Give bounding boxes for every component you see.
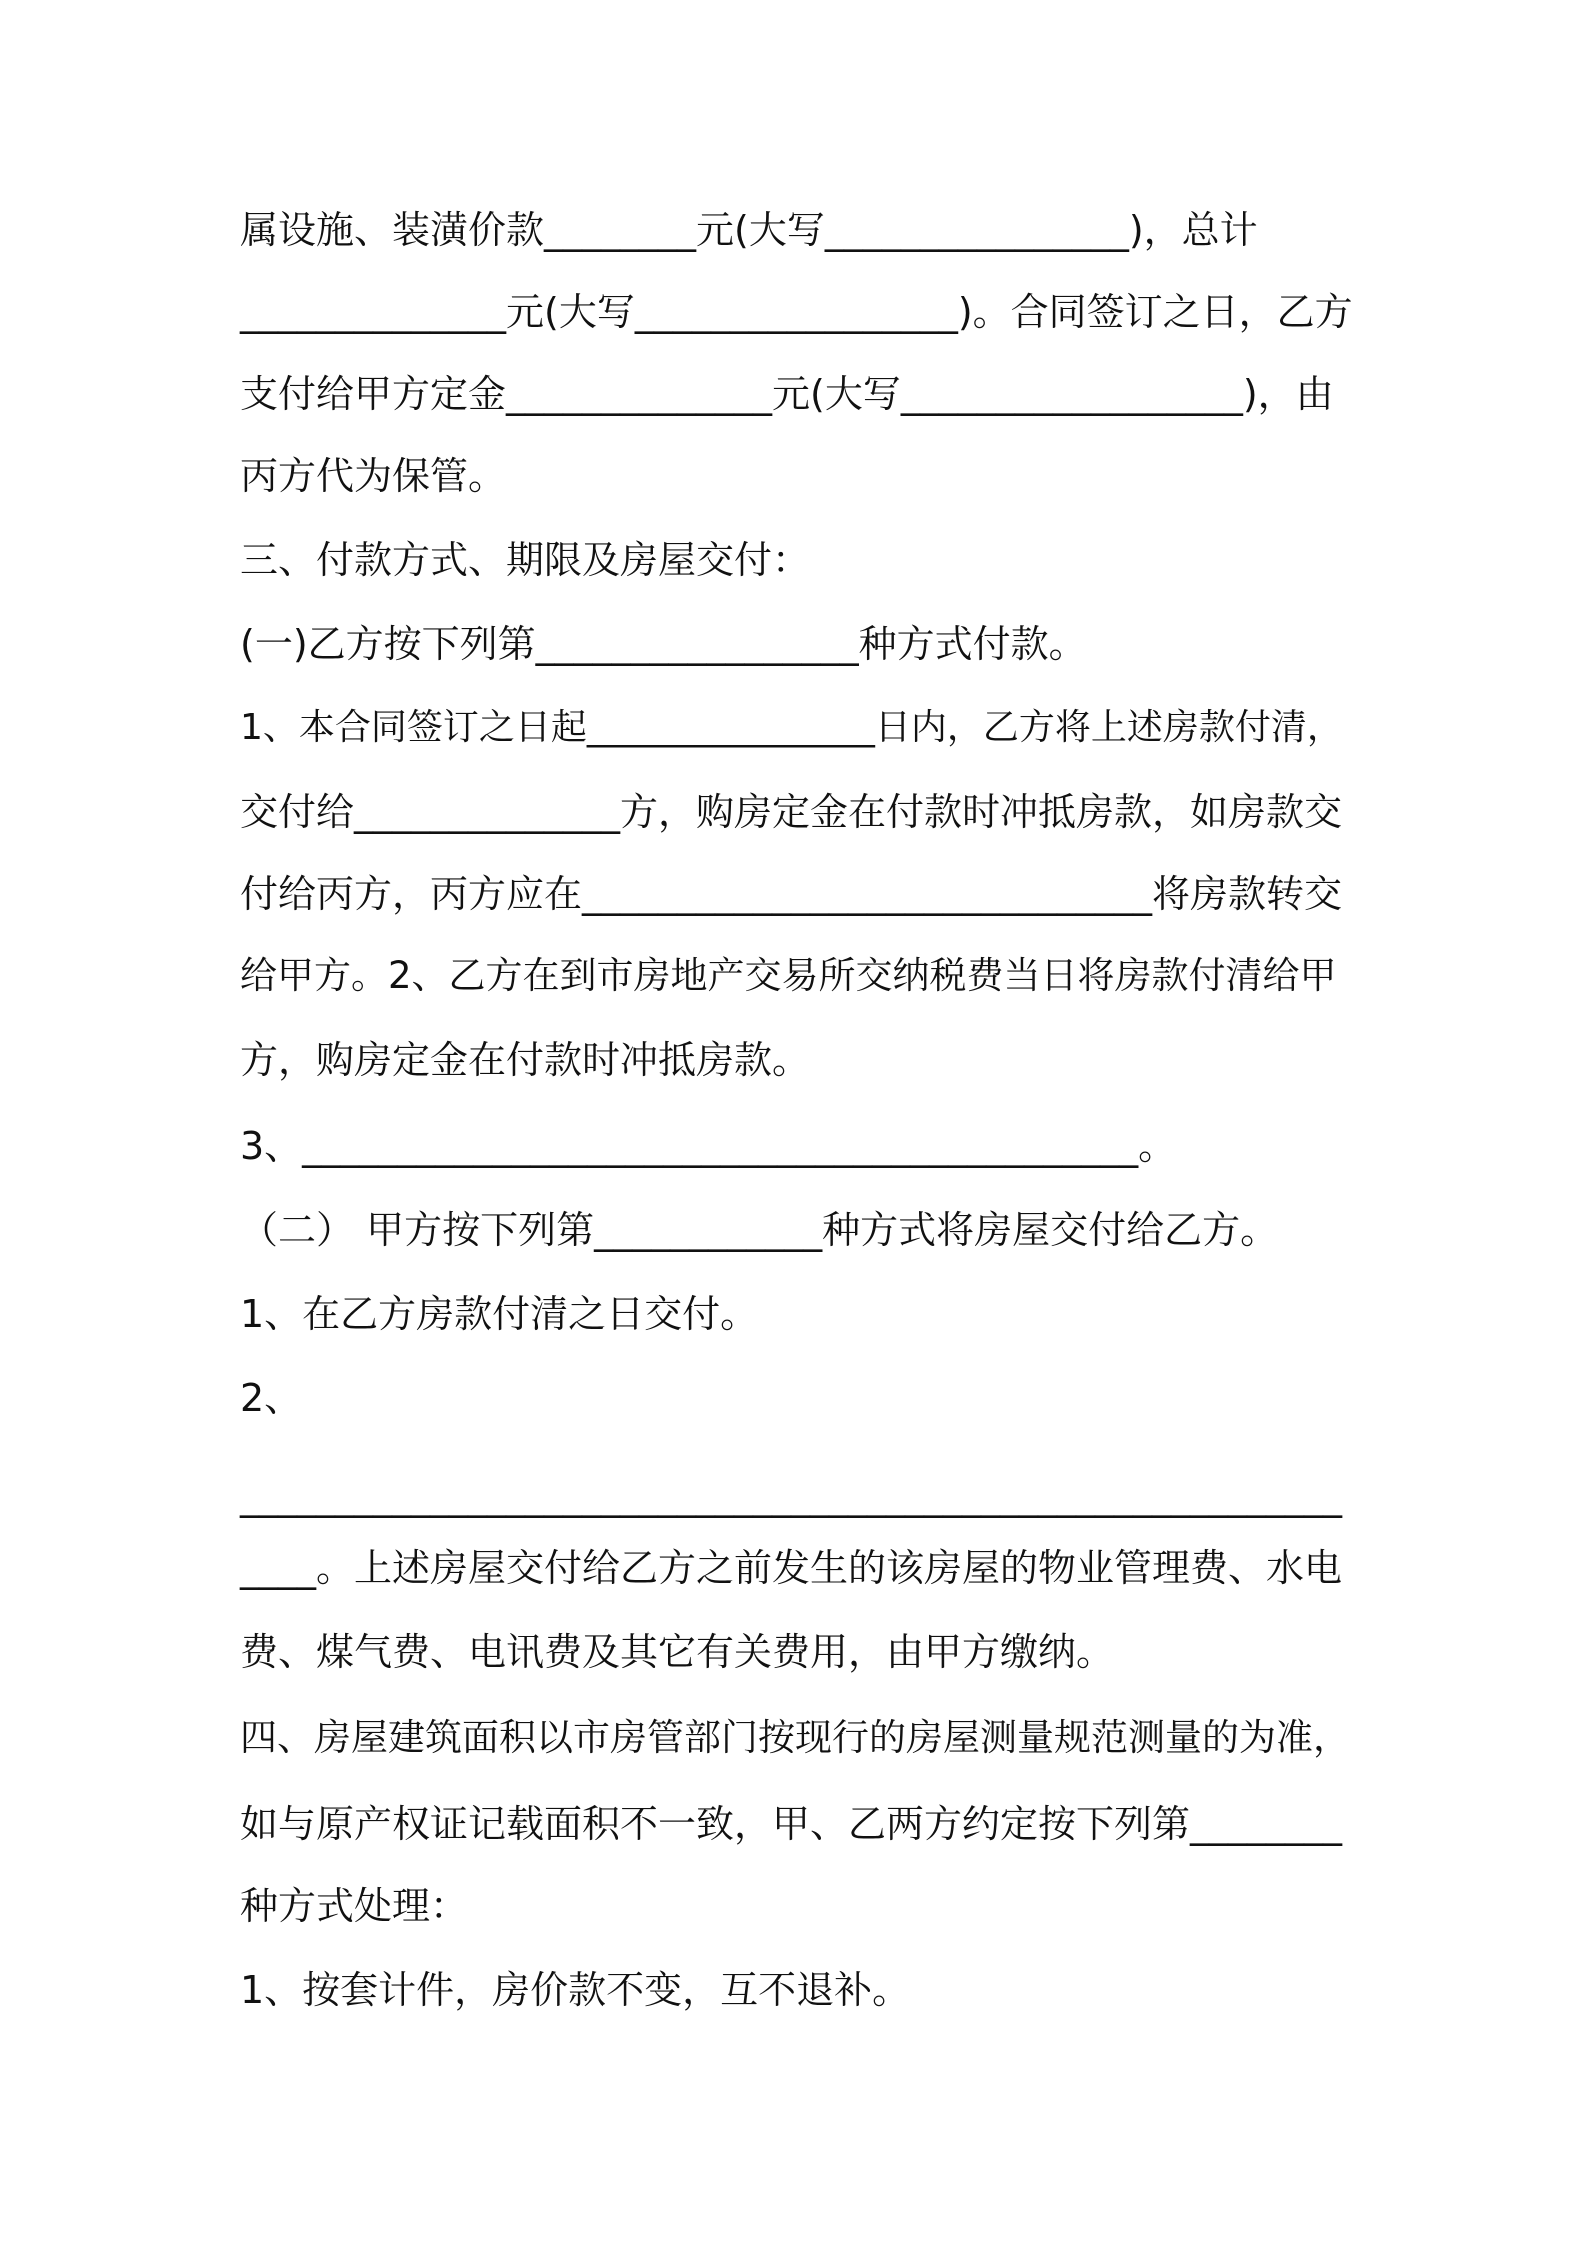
text-line-10: 给甲方。2、乙方在到市房地产交易所交纳税费当日将房款付清给甲 — [240, 954, 1337, 997]
text-line-8: 交付给______________方，购房定金在付款时冲抵房款，如房款交 — [240, 790, 1343, 834]
text-line-1: 属设施、装潢价款________元(大写________________)，总计 — [240, 208, 1258, 252]
text-line-21: 种方式处理： — [240, 1884, 469, 1928]
text-line-9: 付给丙方，丙方应在______________________________将房款转交 — [240, 872, 1343, 916]
text-line-20: 如与原产权证记载面积不一致，甲、乙两方约定按下列第________ — [240, 1802, 1343, 1846]
text-line-16: __________________________________________________________ — [240, 1474, 1342, 1518]
section-heading-3: 三、付款方式、期限及房屋交付： — [240, 538, 811, 582]
text-line-13: （二） 甲方按下列第____________种方式将房屋交付给乙方。 — [240, 1208, 1279, 1252]
text-line-3: 支付给甲方定金______________元(大写__________________)，由 — [240, 372, 1334, 416]
text-line-4: 丙方代为保管。 — [240, 454, 507, 498]
text-line-7: 1、本合同签订之日起________________日内，乙方将上述房款付清， — [240, 707, 1343, 748]
text-line-14: 1、在乙方房款付清之日交付。 — [240, 1292, 759, 1336]
text-line-11: 方，购房定金在付款时冲抵房款。 — [240, 1038, 811, 1082]
text-line-2: ______________元(大写_________________)。合同签订之日，乙方 — [240, 290, 1353, 334]
text-line-18: 费、煤气费、电讯费及其它有关费用，由甲方缴纳。 — [240, 1630, 1115, 1674]
text-line-17: ____。上述房屋交付给乙方之前发生的该房屋的物业管理费、水电 — [240, 1546, 1343, 1590]
text-line-12: 3、____________________________________________。 — [240, 1124, 1177, 1168]
text-line-15: 2、 — [240, 1376, 303, 1420]
section-heading-4: 四、房屋建筑面积以市房管部门按现行的房屋测量规范测量的为准， — [240, 1716, 1350, 1759]
text-line-22: 1、按套计件，房价款不变，互不退补。 — [240, 1968, 911, 2012]
text-line-6: (一)乙方按下列第_________________种方式付款。 — [240, 622, 1087, 666]
